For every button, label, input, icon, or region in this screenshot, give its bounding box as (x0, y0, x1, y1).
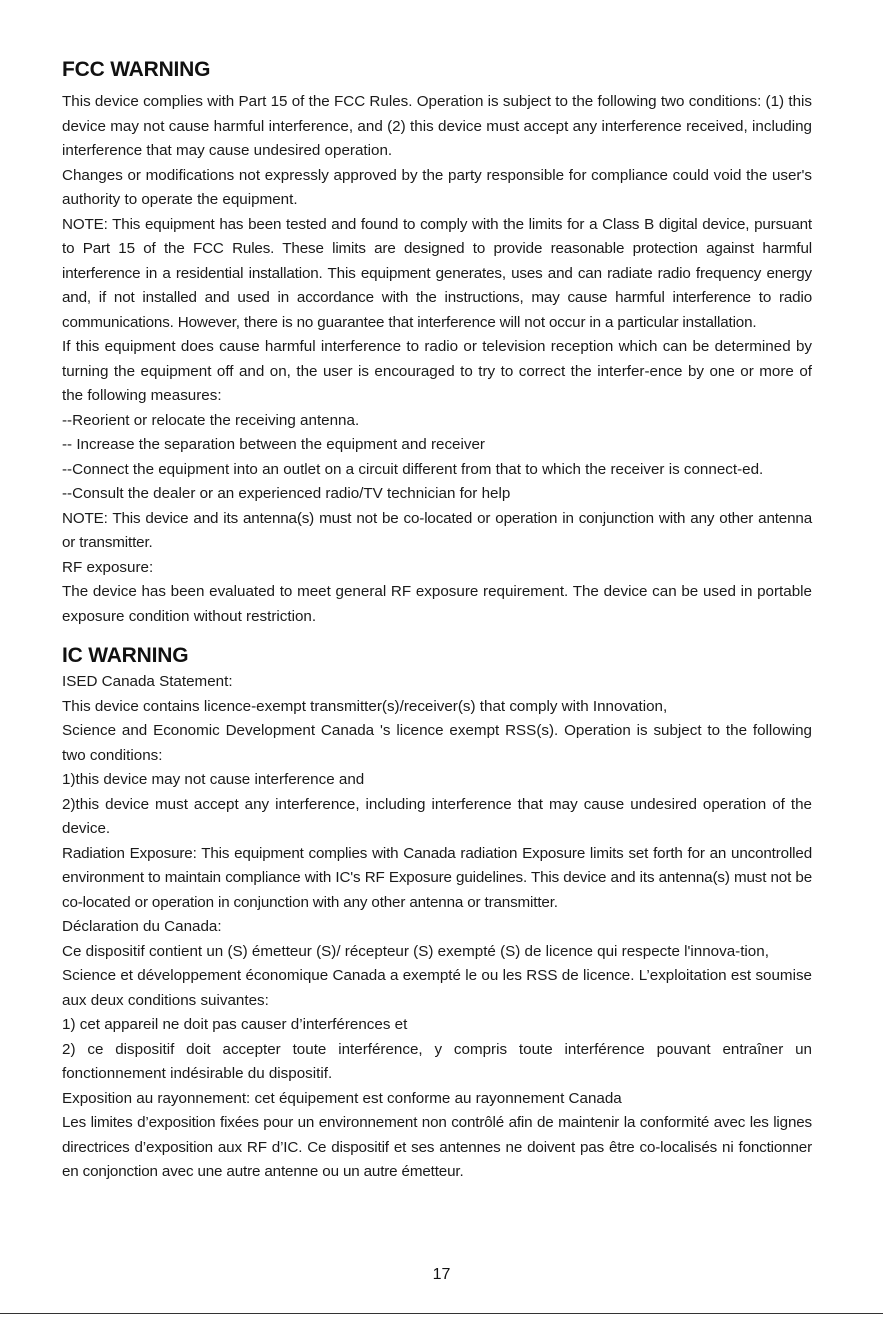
ic-paragraph: ISED Canada Statement: (62, 673, 233, 690)
ic-paragraph: This device contains licence-exempt transmitter(s)/receiver(s) that comply with Innovation, (62, 697, 668, 715)
fcc-warning-heading: FCC WARNING (62, 58, 211, 81)
page-number: 17 (432, 1266, 451, 1283)
fcc-paragraph: Changes or modifications not expressly approved by the party responsible for compliance could void the user's authority to operate the equipment. (62, 166, 812, 208)
bottom-divider (0, 1313, 883, 1314)
fcc-measure-item: --Reorient or relocate the receiving antenna. (62, 411, 360, 429)
fcc-paragraph: This device complies with Part 15 of the FCC Rules. Operation is subject to the following two conditions: (1) this device may not cause harmful interference, and (2) this device must accept any interference received, including interference that may cause undesired operation. (62, 93, 812, 159)
fcc-paragraph: If this equipment does cause harmful interference to radio or television reception which can be determined by turning the equipment off and on, the user is encouraged to try to correct the interfer-ence by one or more of the following measures: (62, 338, 812, 404)
fcc-paragraph: NOTE: This device and its antenna(s) must not be co-located or operation in conjunction with any other antenna or transmitter. (62, 509, 812, 551)
ic-paragraph: Les limites d’exposition fixées pour un environnement non contrôlé afin de maintenir la conformité avec les lignes directrices d’exposition aux RF d’IC. Ce dispositif et ses antennes ne doivent pas être co-localisés ni fonctionner en conjonction avec une autre antenne ou un autre émetteur. (62, 1114, 812, 1180)
ic-paragraph: Exposition au rayonnement: cet équipement est conforme au rayonnement Canada (62, 1089, 622, 1107)
ic-paragraph: Science et développement économique Canada a exempté le ou les RSS de licence. L’exploitation est soumise aux deux conditions suivantes: (62, 967, 812, 1009)
fcc-warning-body (62, 90, 812, 629)
fcc-measure-item: -- Increase the separation between the equipment and receiver (62, 436, 485, 453)
ic-paragraph: Science and Economic Development Canada 's licence exempt RSS(s). Operation is subject to the following two conditions: (62, 722, 812, 764)
fcc-paragraph: NOTE: This equipment has been tested and found to comply with the limits for a Class B digital device, pursuant to Part 15 of the FCC Rules. These limits are designed to provide reasonable protection against harmful interference in a residential installation. This equipment generates, uses and can radiate radio frequency energy and, if not installed and used in accordance with the instructions, may cause harmful interference to radio communications. However, there is no guarantee that interference will not occur in a particular installation. (62, 215, 812, 331)
ic-condition-item: 1) cet appareil ne doit pas causer d’interférences et (62, 1016, 408, 1033)
fcc-warning-section (62, 56, 812, 629)
ic-paragraph: Radiation Exposure: This equipment complies with Canada radiation Exposure limits set forth for an uncontrolled environment to maintain compliance with IC's RF Exposure guidelines. This device and its antenna(s) must not be co-located or operation in conjunction with any other antenna or transmitter. (62, 844, 812, 911)
ic-condition-item: 1)this device may not cause interference and (62, 771, 365, 788)
ic-warning-heading: IC WARNING (62, 644, 189, 667)
ic-warning-body (62, 670, 812, 1185)
fcc-paragraph: The device has been evaluated to meet general RF exposure requirement. The device can be used in portable exposure condition without restriction. (62, 583, 812, 625)
fcc-paragraph: RF exposure: (62, 558, 154, 576)
ic-condition-item: 2) ce dispositif doit accepter toute interférence, y compris toute interférence pouvant entraîner un fonctionnement indésirable du dispositif. (62, 1040, 812, 1082)
fcc-measure-item: --Consult the dealer or an experienced radio/TV technician for help (62, 485, 511, 502)
ic-paragraph: Ce dispositif contient un (S) émetteur (S)/ récepteur (S) exempté (S) de licence qui respecte l'innova-tion, (62, 942, 769, 960)
ic-condition-item: 2)this device must accept any interference, including interference that may cause undesired operation of the device. (62, 795, 812, 837)
document-page (62, 56, 812, 1185)
ic-warning-section (62, 642, 812, 1185)
ic-paragraph: Déclaration du Canada: (62, 918, 222, 935)
fcc-measure-item: --Connect the equipment into an outlet on a circuit different from that to which the receiver is connect-ed. (62, 460, 764, 478)
